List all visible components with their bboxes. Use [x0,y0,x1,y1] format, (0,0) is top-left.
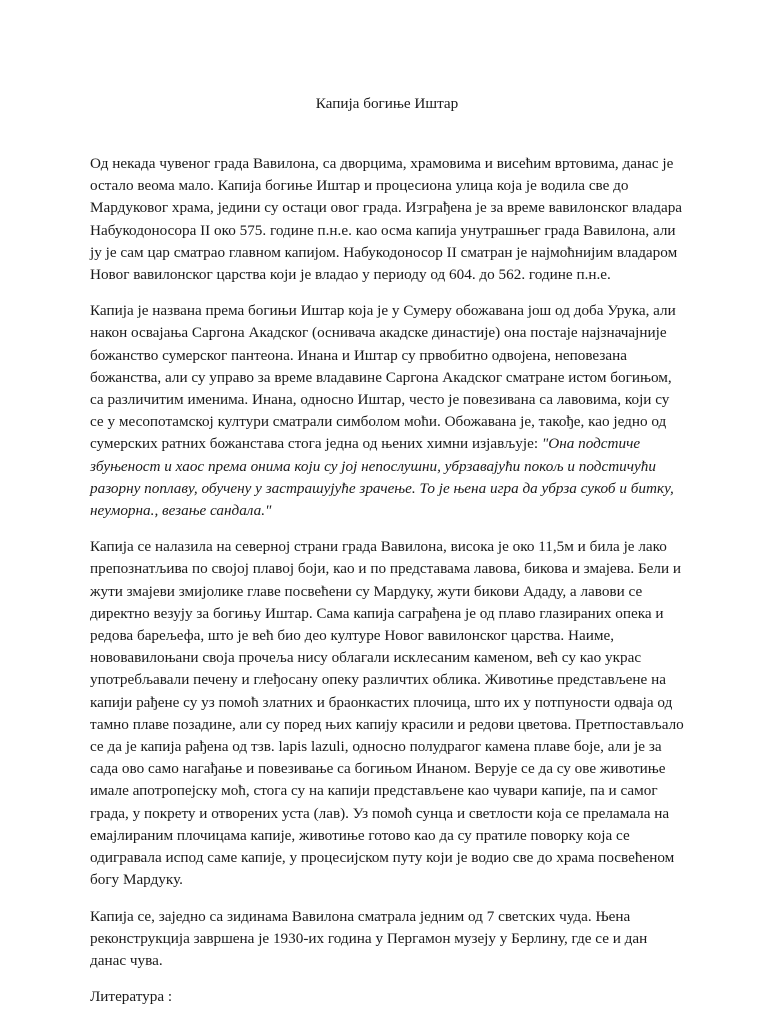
paragraph-text: Капија је названа према богињи Иштар која је у Сумеру обожавана још од доба Урука, али након освајања Саргона Акадског (оснивача акадске династије) она постаје најзначајније божанство сумерског пантеона. Инана и Иштар су првобитно одвојена, неповезана божанства, али су управо за време владавине Саргона Акадског сматране истом богињом, са различитим именима. Инана, односно Иштар, често је повезивана са лавовима, који су се у месопотамској култури сматрали симболом моћи. Обожавана је, такође, као једно од сумерских ратних божанстава стога једна од њених химни изјављује: [90,302,676,453]
document-title: Капија богиње Иштар [315,95,459,112]
paragraph-reconstruction [90,906,684,973]
paragraph-text: Капија се налазила на северној страни града Вавилона, висока је око 11,5м и била је лако препознатљива по својој плавој боји, као и по представама лавова, бикова и змајева. Бели и жути змајеви змијолике главе посвећени су Мардуку, жути бикови Ададу, а лавови се директно везују за богињу Иштар. Сама капија саграђена је од плаво глазираних опека и редова барељефа, што је већ био део културе Новог вавилонског царства. Наиме, нововавилоњани своја прочеља нису облагали исклесаним каменом, већ су као украс употребљавали печену и глеђосану опеку различтих облика. Животиње представљене на капији рађене су уз помоћ златних и браонкастих плочица, што их у потпуности одваја од тамно плаве позадине, али су поред њих капију красили и редови цветова. Претпостављало се да је капија рађена од тзв. lapis lazuli, односно полудрагог камена плаве боје, али је за сада ово само нагађање и повезивање са богињом Инаном. Верује се да су ове животиње имале апотропејску моћ, стога су на капији представљене као чувари капије, па и самог града, у покрету и отворених уста (лав). Уз помоћ сунца и светлости која се преламала на емајлираним плочицама капије, животиње готово као да су пратиле поворку која се одигравала испод саме капије, у процесијском путу који је водио све до храма посвећеном богу Мардуку. [90,538,684,889]
paragraph-text: Капија се, заједно са зидинама Вавилона сматрала једним од 7 светских чуда. Њена реконструкција завршена је 1930-их година у Пергамон музеју у Берлину, где се и дан данас чува. [90,907,648,969]
hymn-quote: "Она подстиче збуњеност и хаос према онима који су јој непослушни, убрзавајући покољ и подстичући разорну поплаву, обучену у застрашујуће зрачење. То је њена игра да убрза сукоб и битку, неуморна., везање сандала." [90,435,674,520]
paragraph-text: Литература : [90,988,173,1006]
paragraph-text: Од некада чувеног града Вавилона, са дворцима, храмовима и висећим вртовима, данас је остало веома мало. Капија богиње Иштар и процесиона улица која је водила све до Мардуковог храма, једини су остаци овог града. Изграђена је за време вавилонског владара Набукодоносора II око 575. године п.н.е. као осма капија унутрашњег града Вавилона, али ју је сам цар сматрао главном капијом. Набукодоносор II сматран је најмоћнијим владаром Новог вавилонског царства који је владао у периоду од 604. до 562. године п.н.е. [90,155,683,284]
paragraph-goddess [90,300,684,522]
paragraph-gate-description [90,536,684,891]
paragraph-intro [90,153,684,286]
literature-heading [90,986,684,1008]
